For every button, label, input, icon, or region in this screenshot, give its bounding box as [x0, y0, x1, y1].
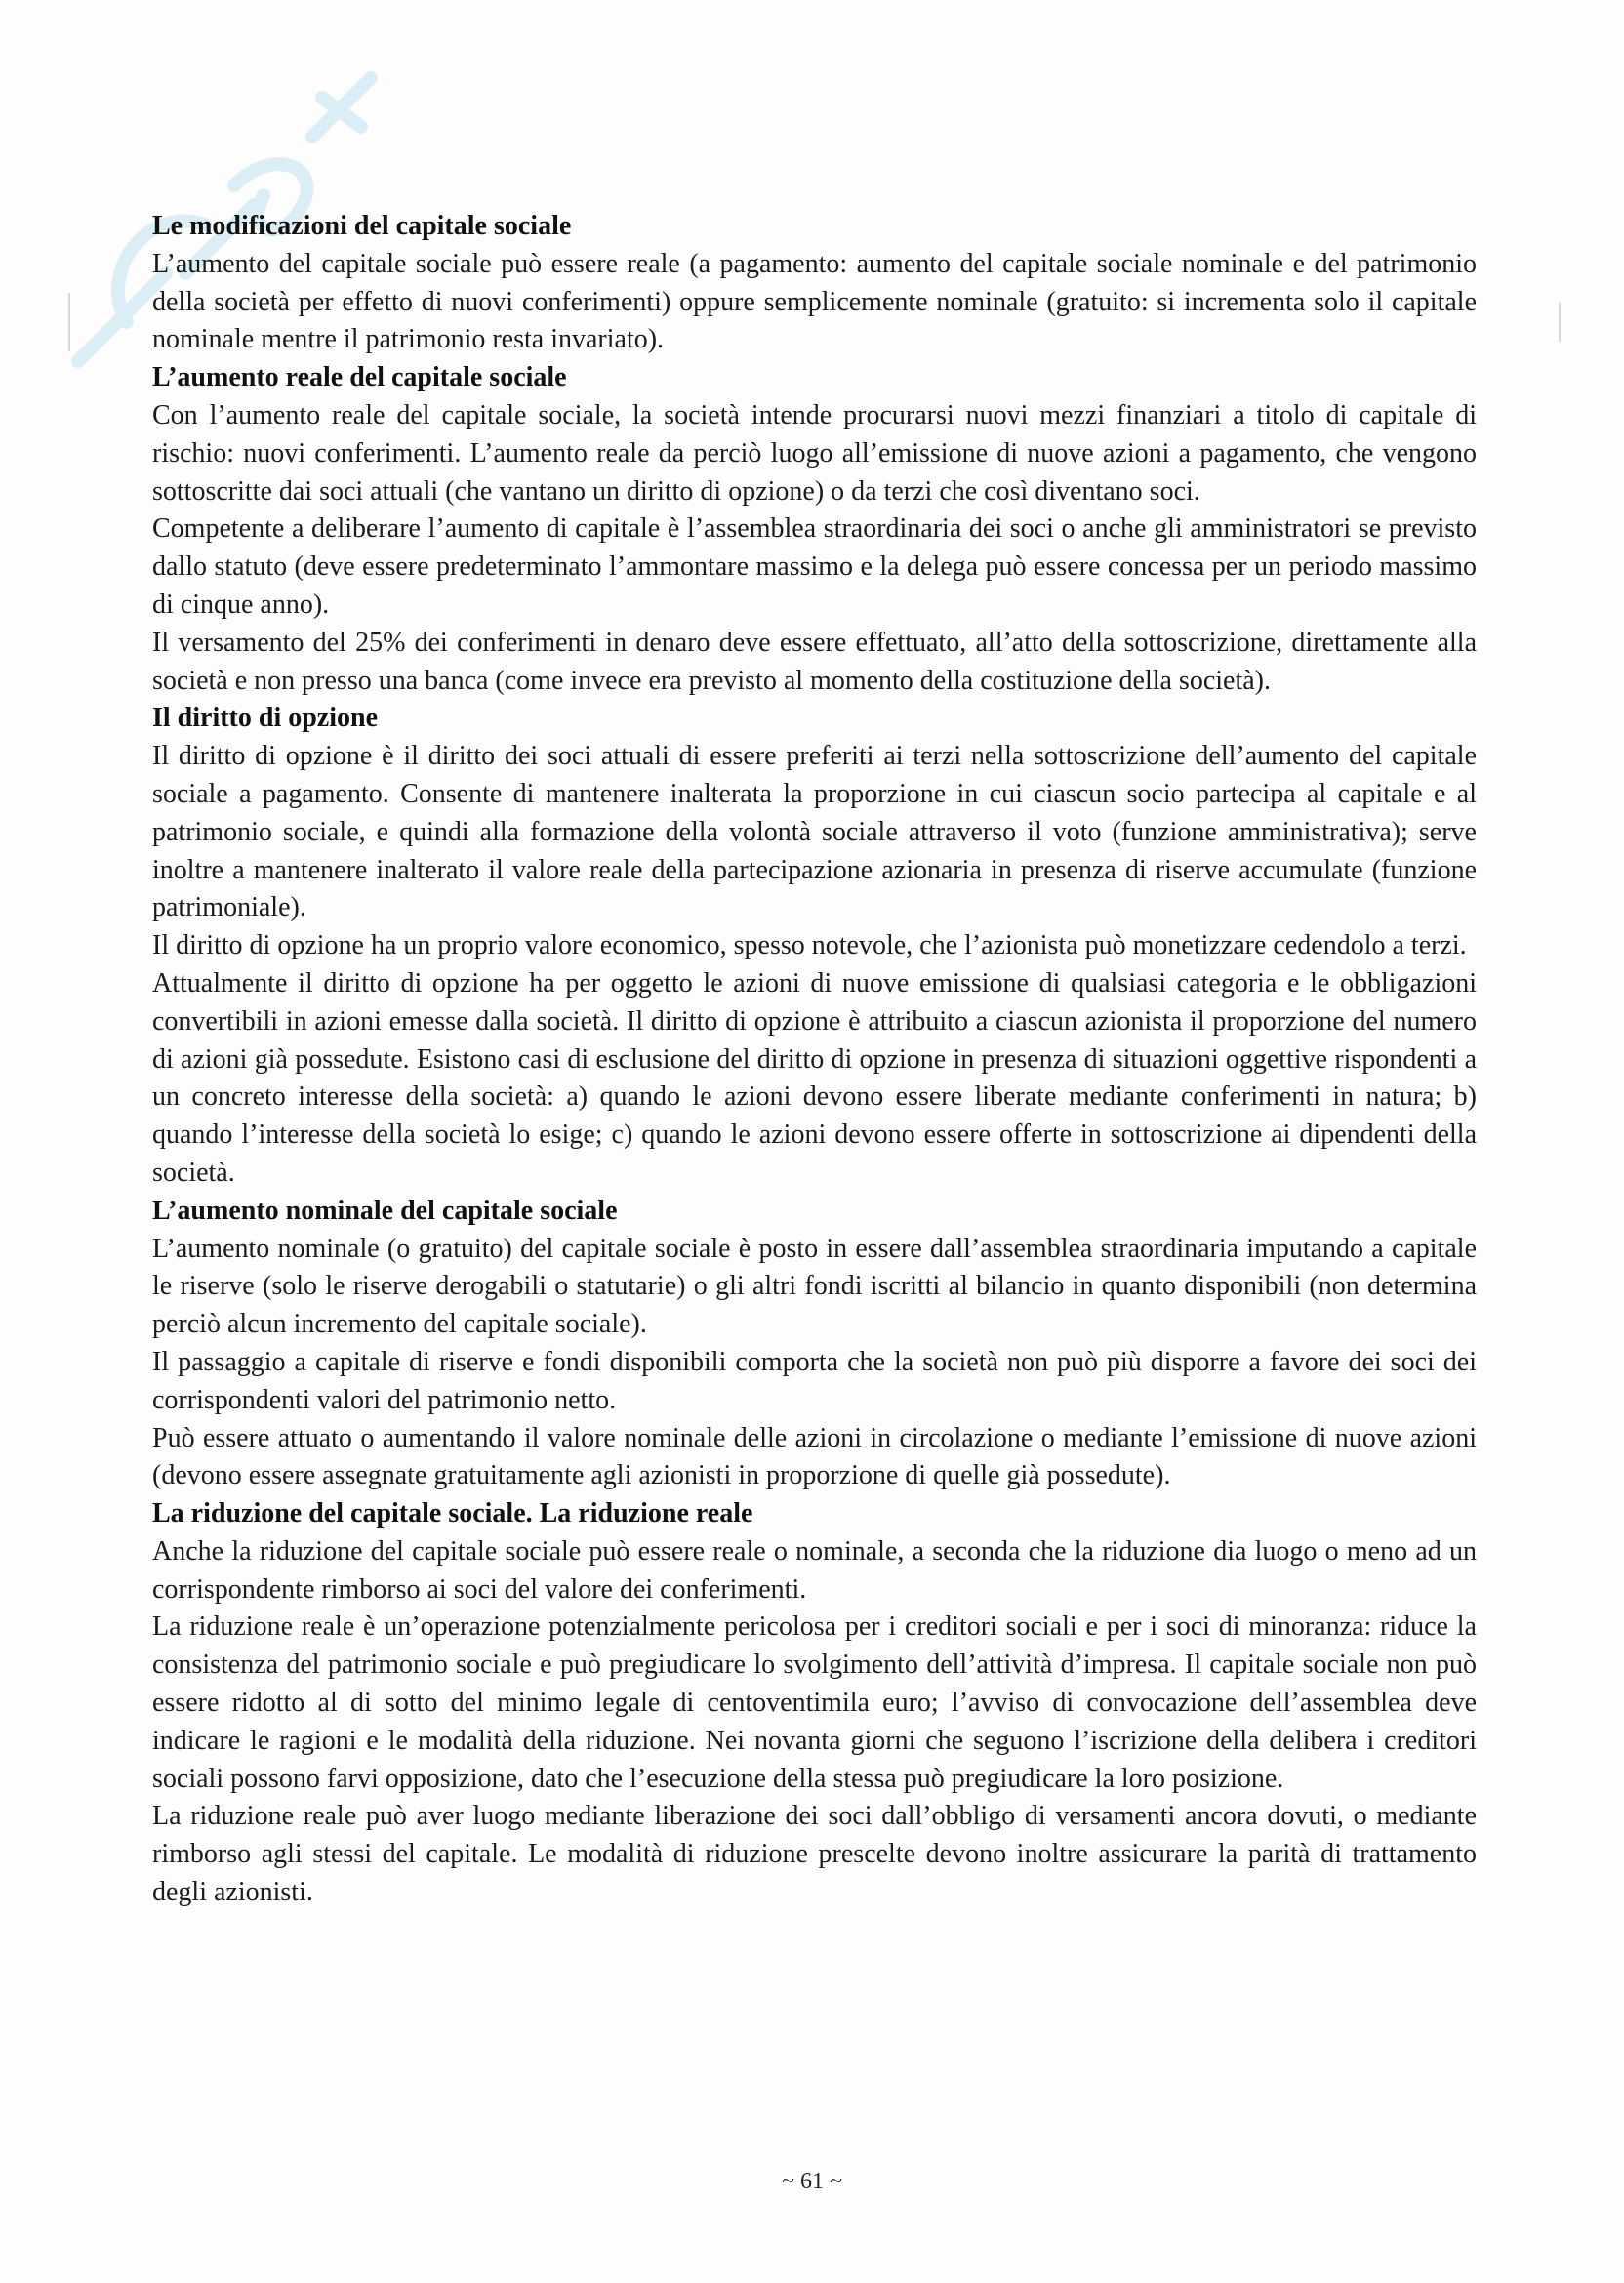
paragraph: Può essere attuato o aumentando il valore nominale delle azioni in circolazione o mediante l’emissione di nuove azioni (devono essere assegnate gratuitamente agli azionisti in proporzione di quelle già possedute). [152, 1422, 1477, 1491]
paragraph: La riduzione reale è un’operazione potenzialmente pericolosa per i creditori sociali e per i soci di minoranza: riduce la consistenza del patrimonio sociale e può pregiudicare lo svolgimento dell’attività d’impresa. Il capitale sociale non può essere ridotto al di sotto del minimo legale di centoventimila euro; l’avviso di convocazione dell’assemblea deve indicare le ragioni e le modalità della riduzione. Nei novanta giorni che seguono l’iscrizione della delibera i creditori sociali possono farvi opposizione, dato che l’esecuzione della stessa può pregiudicare la loro posizione. [152, 1611, 1477, 1794]
paragraph: Competente a deliberare l’aumento di capitale è l’assemblea straordinaria dei soci o anche gli amministratori se previsto dallo statuto (deve essere predeterminato l’ammontare massimo e la delega può essere concessa per un periodo massimo di cinque anno). [152, 513, 1477, 620]
paragraph: Il diritto di opzione ha un proprio valore economico, spesso notevole, che l’azionista può monetizzare cedendolo a terzi. [152, 930, 1467, 961]
paragraph: Il versamento del 25% dei conferimenti in denaro deve essere effettuato, all’atto della sottoscrizione, direttamente alla società e non presso una banca (come invece era previsto al momento della costituzione della società). [152, 627, 1477, 696]
section-heading: Il diritto di opzione [152, 703, 379, 734]
paragraph: L’aumento del capitale sociale può essere reale (a pagamento: aumento del capitale sociale nominale e del patrimonio della società per effetto di nuovi conferimenti) oppure semplicemente nominale (gratuito: si incrementa solo il capitale nominale mentre il patrimonio resta invariato). [152, 248, 1477, 355]
paragraph: Il passaggio a capitale di riserve e fondi disponibili comporta che la società non può più disporre a favore dei soci dei corrispondenti valori del patrimonio netto. [152, 1346, 1477, 1415]
paragraph: Anche la riduzione del capitale sociale può essere reale o nominale, a seconda che la riduzione dia luogo o meno ad un corrispondente rimborso ai soci del valore dei conferimenti. [152, 1535, 1477, 1605]
section-heading: La riduzione del capitale sociale. La riduzione reale [152, 1498, 753, 1529]
section-modificazioni [152, 208, 1477, 359]
document-body [152, 208, 1477, 1912]
paragraph: L’aumento nominale (o gratuito) del capitale sociale è posto in essere dall’assemblea straordinaria imputando a capitale le riserve (solo le riserve derogabili o statutarie) o gli altri fondi iscritti al bilancio in quanto disponibili (non determina perciò alcun incremento del capitale sociale). [152, 1233, 1477, 1340]
paragraph: Con l’aumento reale del capitale sociale, la società intende procurarsi nuovi mezzi finanziari a titolo di capitale di rischio: nuovi conferimenti. L’aumento reale da perciò luogo all’emissione di nuove azioni a pagamento, che vengono sottoscritte dai soci attuali (che vantano un diritto di opzione) o da terzi che così diventano soci. [152, 399, 1477, 507]
section-heading: L’aumento nominale del capitale sociale [152, 1195, 618, 1226]
page-number: ~ 61 ~ [782, 2169, 842, 2194]
section-aumento-reale [152, 359, 1477, 700]
scan-mark-right [1559, 303, 1561, 342]
paragraph: Il diritto di opzione è il diritto dei soci attuali di essere preferiti ai terzi nella sottoscrizione dell’aumento del capitale sociale a pagamento. Consente di mantenere inalterata la proporzione in cui ciascun socio partecipa al capitale e al patrimonio sociale, e quindi alla formazione della volontà sociale attraverso il voto (funzione amministrativa); serve inoltre a mantenere inalterato il valore reale della partecipazione azionaria in presenza di riserve accumulate (funzione patrimoniale). [152, 741, 1477, 923]
section-heading: L’aumento reale del capitale sociale [152, 362, 567, 393]
section-aumento-nominale [152, 1193, 1477, 1495]
scan-mark-left [68, 293, 70, 351]
paragraph: Attualmente il diritto di opzione ha per oggetto le azioni di nuove emissione di qualsiasi categoria e le obbligazioni convertibili in azioni emesse dalla società. Il diritto di opzione è attribuito a ciascun azionista il proporzione del numero di azioni già possedute. Esistono casi di esclusione del diritto di opzione in presenza di situazioni oggettive rispondenti a un concreto interesse della società: a) quando le azioni devono essere liberate mediante conferimenti in natura; b) quando l’interesse della società lo esige; c) quando le azioni devono essere offerte in sottoscrizione ai dipendenti della società. [152, 967, 1477, 1188]
paragraph: La riduzione reale può aver luogo mediante liberazione dei soci dall’obbligo di versamenti ancora dovuti, o mediante rimborso agli stessi del capitale. Le modalità di riduzione prescelte devono inoltre assicurare la parità di trattamento degli azionisti. [152, 1801, 1477, 1908]
section-diritto-opzione [152, 700, 1477, 1192]
section-heading: Le modificazioni del capitale sociale [152, 211, 572, 241]
section-riduzione [152, 1495, 1477, 1912]
